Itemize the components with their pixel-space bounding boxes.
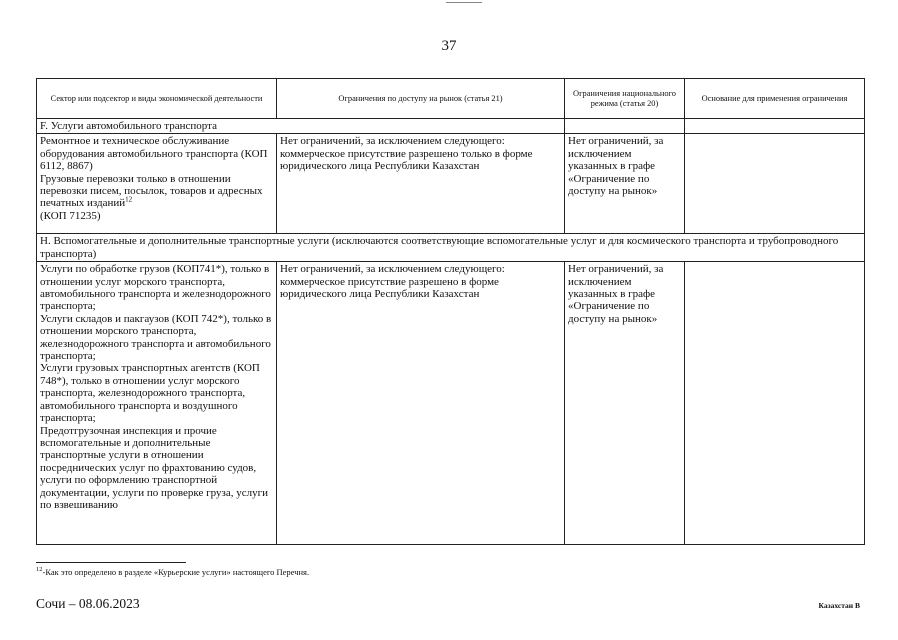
footnote-mark: 12 — [36, 566, 43, 573]
footer-date: Сочи – 08.06.2023 — [36, 596, 140, 611]
section-f-empty-cell — [685, 119, 865, 134]
sector-code: (КОП 71235) — [40, 209, 101, 222]
footnote-separator — [36, 562, 186, 563]
section-title-h: H. Вспомогательные и дополнительные транспортные услуги (исключаются соответствующие вспомогательные услуг и для космического транспорта и трубопроводного транспорта) — [37, 234, 865, 262]
section-f-empty-cell — [565, 119, 685, 134]
page-number: 37 — [441, 38, 457, 54]
footer-code: Казахстан В — [818, 601, 860, 610]
sector-text: Услуги грузовых транспортных агентств (КОП 748*), только в отношении услуг морского транспорта, железнодорожного транспорта, автомобильного транспорта и воздушного транспорта; — [40, 362, 260, 425]
basis-cell — [685, 262, 865, 545]
section-row-f — [37, 119, 865, 134]
limitations-table — [36, 78, 865, 545]
table-header-row — [37, 79, 865, 119]
sector-cell — [37, 262, 277, 545]
footnote — [36, 566, 309, 577]
sector-text: Ремонтное и техническое обслуживание оборудования автомобильного транспорта (КОП 6112, 8867) — [40, 135, 268, 173]
header-market-access: Ограничения по доступу на рынок (статья 21) — [277, 79, 565, 119]
national-treatment-cell: Нет ограничений, за исключением указанных в графе «Ограничение по доступу на рынок» — [565, 262, 685, 545]
footnote-ref: 12 — [125, 195, 133, 204]
national-treatment-cell: Нет ограничений, за исключением указанных в графе «Ограничение по доступу на рынок» — [565, 134, 685, 234]
section-title-f: F. Услуги автомобильного транспорта — [37, 119, 565, 134]
section-row-h — [37, 234, 865, 262]
market-access-cell: Нет ограничений, за исключением следующего: коммерческое присутствие разрешено в форме юридического лица Республики Казахстан — [277, 262, 565, 545]
footnote-text: -Как это определено в разделе «Курьерские услуги» настоящего Перечня. — [42, 566, 310, 577]
basis-cell — [685, 134, 865, 234]
market-access-cell: Нет ограничений, за исключением следующего: коммерческое присутствие разрешено только в форме юридического лица Республики Казахстан — [277, 134, 565, 234]
table-row — [37, 262, 865, 545]
top-mark — [446, 2, 482, 3]
header-basis: Основание для применения ограничения — [685, 79, 865, 119]
header-national-treatment: Ограничения национального режима (статья 20) — [565, 79, 685, 119]
table-row — [37, 134, 865, 234]
sector-text: Предотгрузочная инспекция и прочие вспомогательные и дополнительные транспортные услуги в отношении посреднических услуг по фрахтованию судов, услуги по оформлению транспортной документации, услуги по проверке груза, услуги по взвешиванию — [40, 424, 268, 511]
sector-cell — [37, 134, 277, 234]
sector-text: Услуги по обработке грузов (КОП741*), только в отношении услуг морского транспорта, автомобильного транспорта и железнодорожного транспорта; — [40, 263, 271, 313]
sector-text: Услуги складов и пакгаузов (КОП 742*), только в отношении морского транспорта, железнодорожного транспорта и автомобильного транспорта; — [40, 312, 272, 363]
sector-text: Грузовые перевозки только в отношении перевозки писем, посылок, товаров и адресных печатных изданий$^{12}$ — [40, 172, 263, 210]
header-sector: Сектор или подсектор и виды экономической деятельности — [37, 79, 277, 119]
